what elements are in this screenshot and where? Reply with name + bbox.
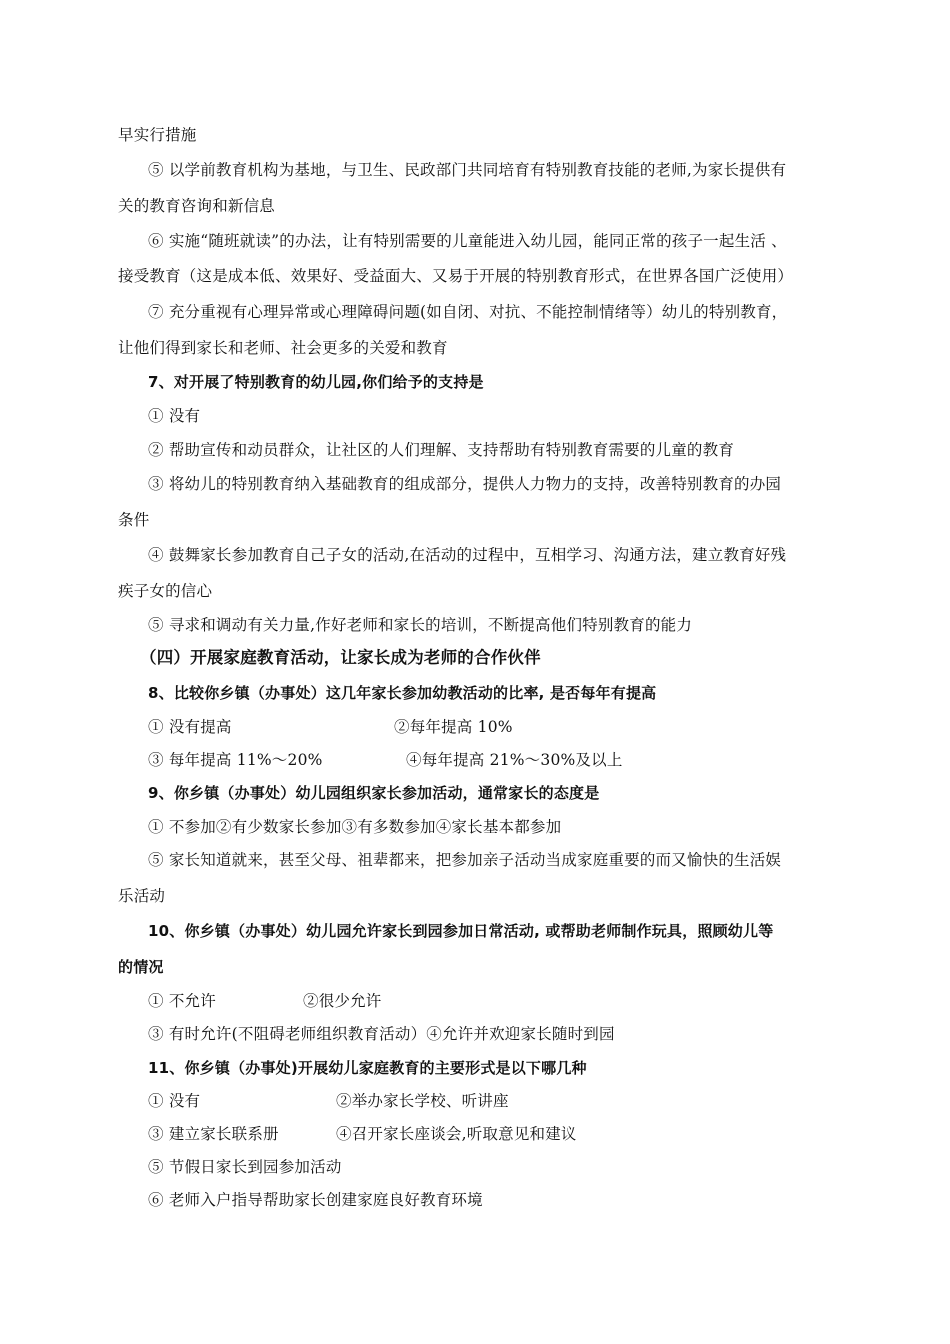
question-9-heading: 9、你乡镇（办事处）幼儿园组织家长参加活动，通常家长的态度是 (148, 784, 600, 802)
q7-option-2: ② 帮助宣传和动员群众，让社区的人们理解、支持帮助有特别教育需要的儿童的教育 (148, 441, 735, 459)
q11-option-1: ① 没有 (148, 1092, 201, 1110)
question-11-heading: 11、你乡镇（办事处)开展幼儿家庭教育的主要形式是以下哪几种 (148, 1059, 587, 1077)
option-5-support-line1: ⑤ 以学前教育机构为基地，与卫生、民政部门共同培育有特别教育技能的老师,为家长提供有 (148, 161, 787, 179)
option-5-support-line2: 关的教育咨询和新信息 (118, 197, 276, 215)
q7-option-1: ① 没有 (148, 407, 201, 425)
option-7-support-line2: 让他们得到家长和老师、社会更多的关爱和教育 (118, 339, 448, 357)
q9-option-5-line2: 乐活动 (118, 887, 166, 905)
section-4-heading: （四）开展家庭教育活动，让家长成为老师的合作伙伴 (140, 648, 541, 667)
q7-option-3-line1: ③ 将幼儿的特别教育纳入基础教育的组成部分，提供人力物力的支持，改善特别教育的办园 (148, 475, 782, 493)
option-6-support-line1: ⑥ 实施“随班就读”的办法，让有特别需要的儿童能进入幼儿园，能同正常的孩子一起生活 、 (148, 232, 787, 250)
q11-option-5: ⑤ 节假日家长到园参加活动 (148, 1158, 342, 1176)
q10-option-1: ① 不允许 (148, 992, 216, 1010)
q10-option-2: ②很少允许 (303, 992, 382, 1010)
q8-option-1: ① 没有提高 (148, 718, 232, 736)
option-6-support-line2: 接受教育（这是成本低、效果好、受益面大、又易于开展的特别教育形式，在世界各国广泛使用） (118, 267, 794, 285)
q7-option-4-line1: ④ 鼓舞家长参加教育自己子女的活动,在活动的过程中，互相学习、沟通方法，建立教育好残 (148, 546, 787, 564)
q11-option-3: ③ 建立家长联系册 (148, 1125, 279, 1143)
q11-option-2: ②举办家长学校、听讲座 (336, 1092, 509, 1110)
q11-option-4: ④召开家长座谈会,听取意见和建议 (336, 1125, 577, 1143)
q11-option-6: ⑥ 老师入户指导帮助家长创建家庭良好教育环境 (148, 1191, 483, 1209)
q8-option-3: ③ 每年提高 11%～20% (148, 751, 323, 769)
q7-option-4-line2: 疾子女的信心 (118, 582, 213, 600)
option-7-support-line1: ⑦ 充分重视有心理异常或心理障碍问题(如自闭、对抗、不能控制情绪等）幼儿的特别教育， (148, 303, 788, 321)
q10-options-3-and-4: ③ 有时允许(不阻碍老师组织教育活动）④允许并欢迎家长随时到园 (148, 1025, 615, 1043)
q9-option-5-line1: ⑤ 家长知道就来，甚至父母、祖辈都来，把参加亲子活动当成家庭重要的而又愉快的生活娱 (148, 851, 782, 869)
question-7-heading: 7、对开展了特别教育的幼儿园,你们给予的支持是 (148, 373, 484, 391)
paragraph-line: 早实行措施 (118, 126, 197, 144)
question-10-heading-line2: 的情况 (118, 958, 164, 976)
question-8-heading: 8、比较你乡镇（办事处）这几年家长参加幼教活动的比率, 是否每年有提高 (148, 684, 657, 702)
q9-options-1-to-4: ① 不参加②有少数家长参加③有多数参加④家长基本都参加 (148, 818, 562, 836)
q7-option-3-line2: 条件 (118, 511, 150, 529)
question-10-heading-line1: 10、你乡镇（办事处）幼儿园允许家长到园参加日常活动, 或帮助老师制作玩具，照顾幼儿等 (148, 922, 774, 940)
q8-option-2: ②每年提高 10% (394, 718, 513, 736)
q8-option-4: ④每年提高 21%～30%及以上 (406, 751, 623, 769)
q7-option-5: ⑤ 寻求和调动有关力量,作好老师和家长的培训，不断提高他们特别教育的能力 (148, 616, 693, 634)
